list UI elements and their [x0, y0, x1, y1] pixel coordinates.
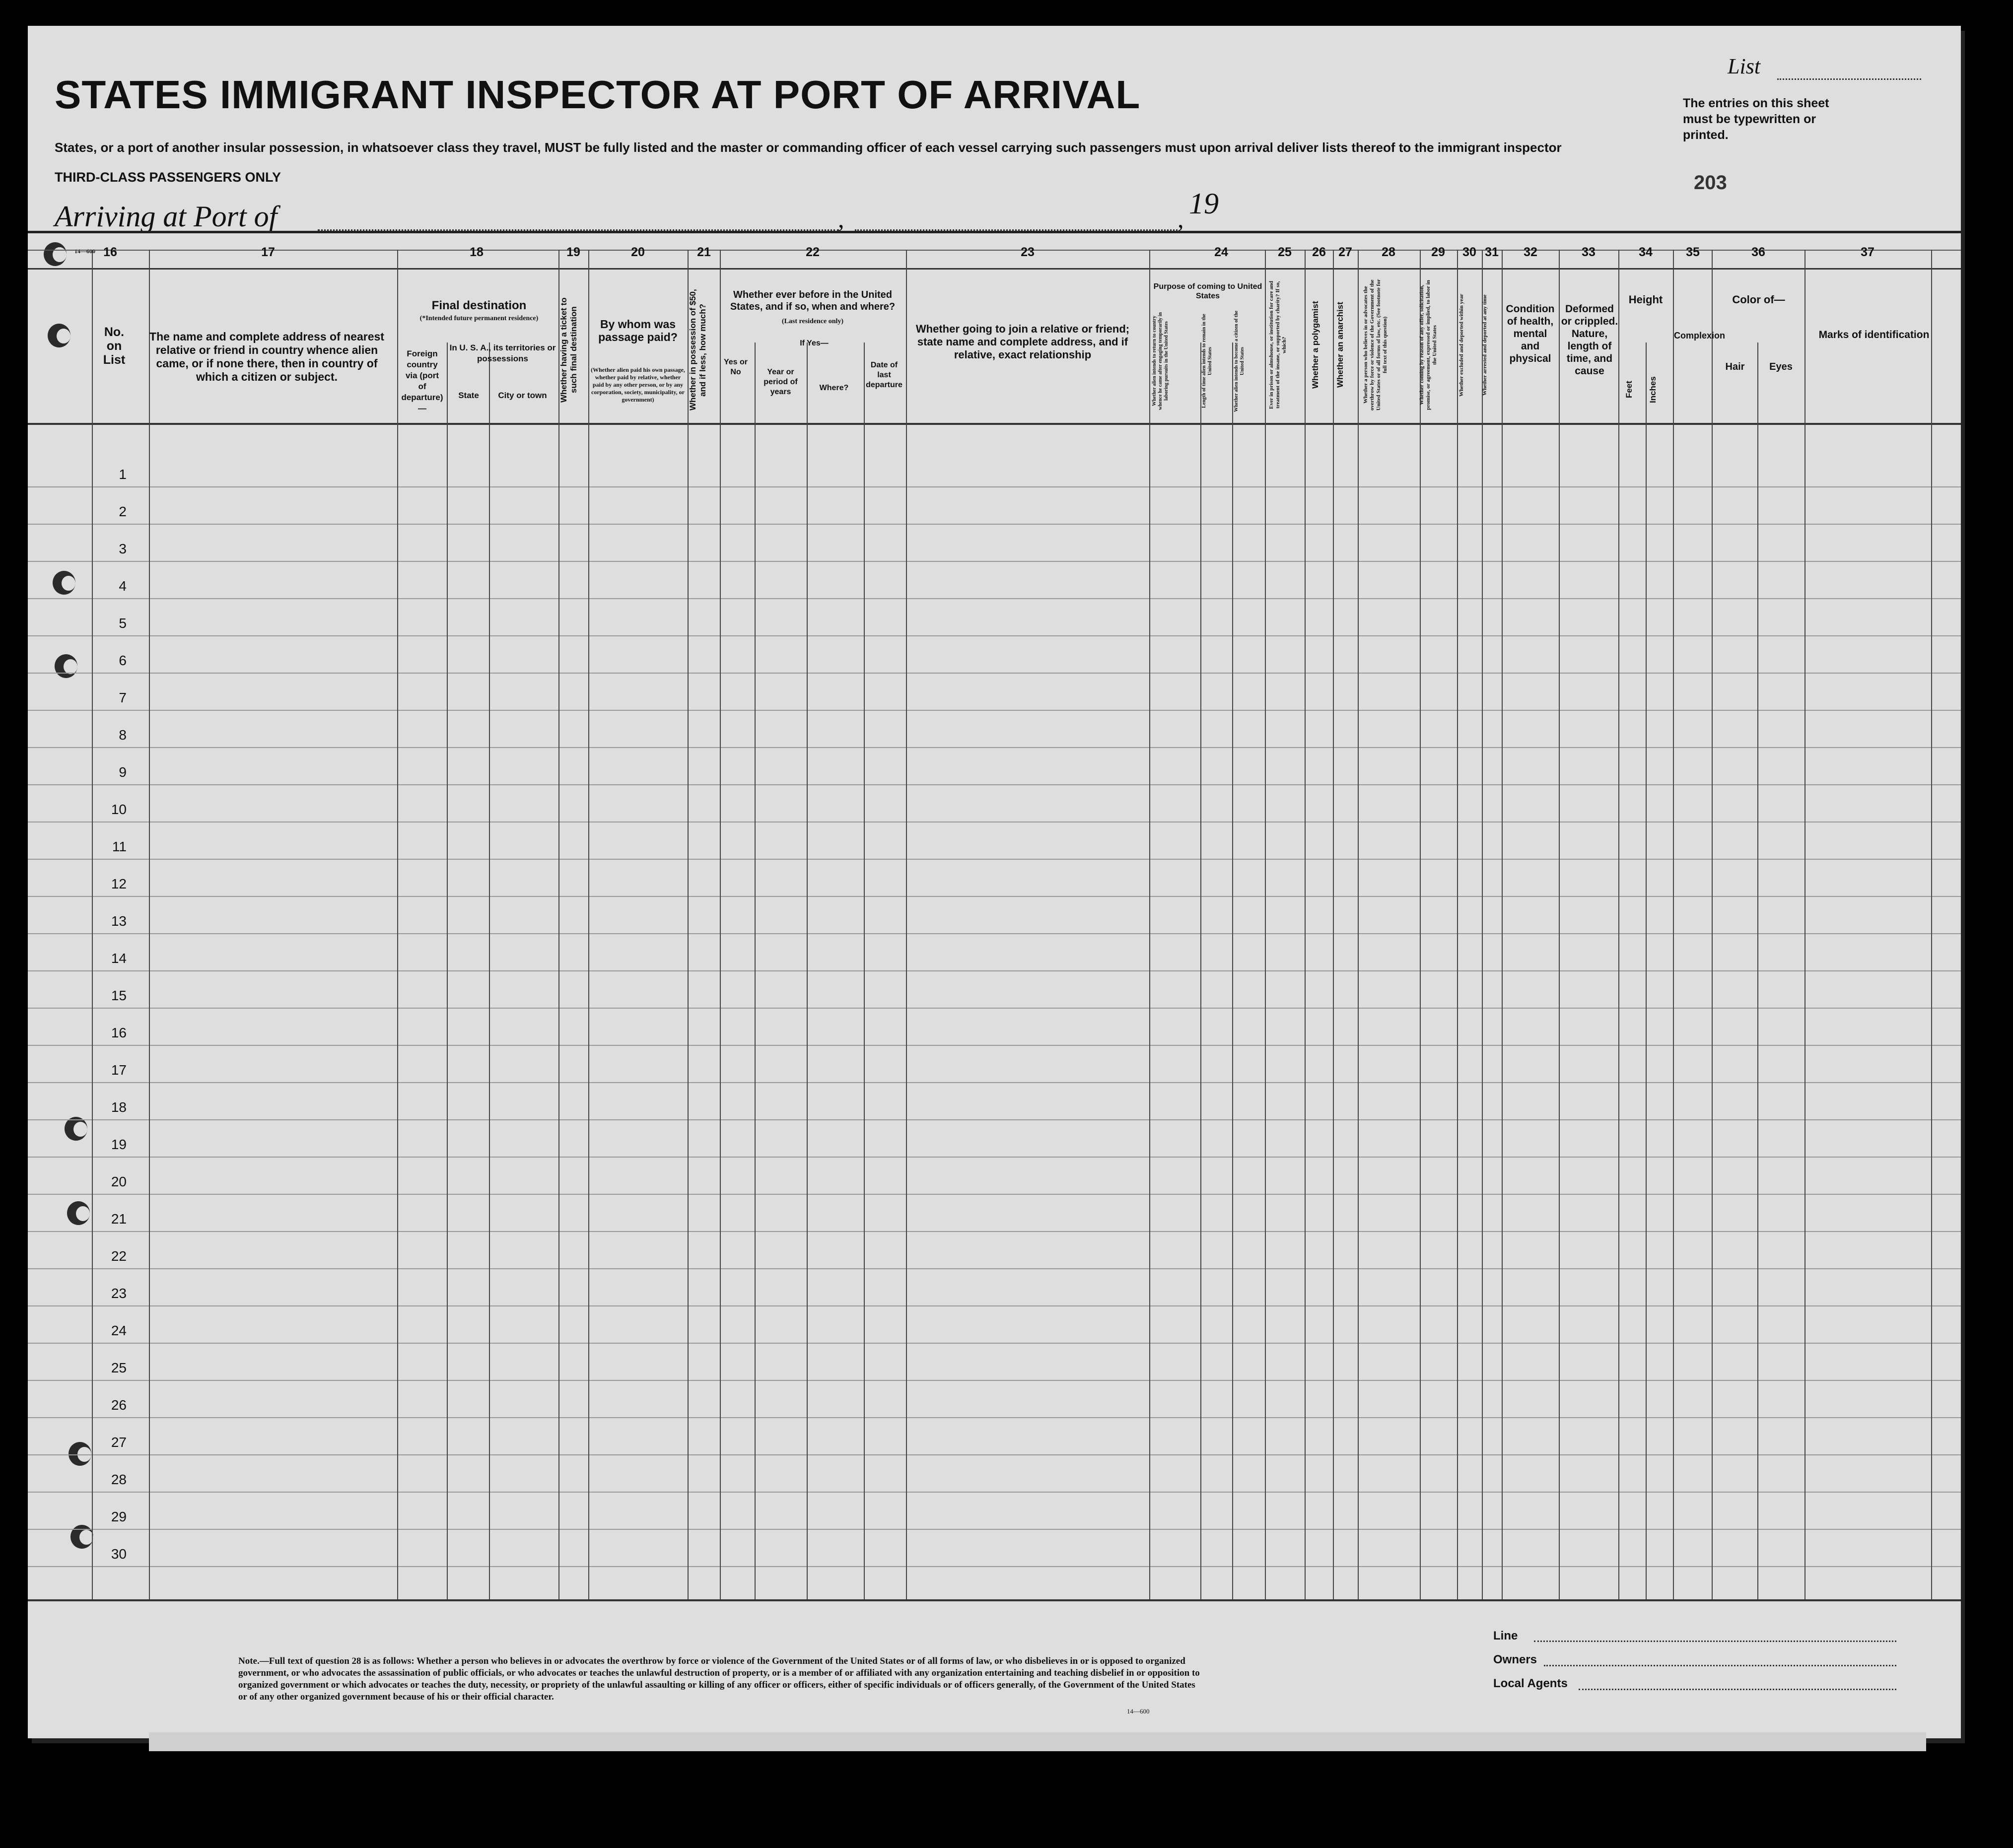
row-rule [28, 896, 1961, 897]
table-bottom-rule [28, 1599, 1961, 1601]
col28-header: Whether a person who believes in or advocates the overthrow by force or violence of the Government of the United States or of all forms of law, etc. (See footnote for full text of this question) [1363, 279, 1388, 411]
column-rule [1673, 250, 1674, 1599]
row-number: 12 [111, 876, 127, 891]
list-label: List [1728, 54, 1761, 78]
instructions: The entries on this sheet must be typewritten or printed. [1683, 96, 1829, 142]
column-rule [1420, 250, 1421, 1599]
row-number: 28 [111, 1472, 127, 1487]
column-rule [755, 342, 756, 1599]
column-number: 28 [1382, 245, 1395, 259]
row-rule [28, 933, 1961, 934]
comma: , [838, 205, 844, 233]
row-number: 10 [111, 802, 127, 817]
row-number: 5 [119, 616, 127, 631]
column-rule [1358, 250, 1359, 1599]
column-rule [149, 250, 150, 1599]
sheet-edge [149, 1732, 1926, 1751]
column-number: 19 [566, 245, 580, 259]
column-rule [92, 250, 93, 1599]
column-rule [1559, 250, 1560, 1599]
column-rule [1149, 250, 1150, 1599]
line-field[interactable] [1534, 1641, 1896, 1642]
col22-year: Year or period of years [764, 368, 798, 396]
col33-header: Deformed or crippled. Nature, length of time, and cause [1561, 303, 1618, 377]
form-tag: 14—600 [74, 248, 95, 255]
col22-ifyes: If Yes— [800, 339, 829, 347]
col34-inches: Inches [1648, 376, 1658, 403]
col18-state: State [458, 391, 479, 400]
column-rule [397, 250, 398, 1599]
col18-header: Final destination [431, 299, 527, 312]
col31-header: Whether arrested and deported at any time [1482, 294, 1488, 396]
row-rule [28, 859, 1961, 860]
column-number: 37 [1861, 245, 1874, 259]
column-number: 21 [697, 245, 711, 259]
column-number: 30 [1462, 245, 1476, 259]
row-rule [28, 598, 1961, 599]
col19-header: Whether having a ticket to such final destination [559, 297, 578, 403]
col27-header: Whether an anarchist [1335, 302, 1345, 388]
col24-header: Purpose of coming to United States [1153, 282, 1262, 300]
column-rule [1482, 250, 1483, 1599]
owners-label: Owners [1493, 1653, 1537, 1666]
punch-hole [48, 324, 70, 347]
column-rule [807, 342, 808, 1599]
col34-feet: Feet [1624, 381, 1634, 399]
column-rule [558, 250, 559, 1599]
row-rule [28, 1082, 1961, 1083]
row-number: 15 [111, 988, 127, 1003]
comma-2: , [1178, 205, 1184, 233]
column-number: 24 [1214, 245, 1228, 259]
column-number: 34 [1639, 245, 1653, 259]
col23-header: Whether going to join a relative or friend; state name and complete address, and if relative, exact relationship [915, 323, 1130, 361]
list-number-field[interactable] [1777, 78, 1921, 80]
punch-hole [44, 242, 67, 266]
table-top-rule [28, 231, 1961, 233]
col24-citizen: Whether alien intends to become a citizen of the United States [1234, 310, 1245, 412]
row-rule [28, 1566, 1961, 1567]
row-rule [28, 1045, 1961, 1046]
form-number: 14—600 [1127, 1708, 1150, 1715]
row-number: 24 [111, 1323, 127, 1338]
row-rule [28, 1529, 1961, 1530]
row-number: 19 [111, 1137, 127, 1152]
row-number: 2 [119, 504, 127, 519]
row-number: 7 [119, 690, 127, 705]
column-rule [1646, 342, 1647, 1599]
local-agents-label: Local Agents [1493, 1677, 1568, 1690]
col22-header: Whether ever before in the United States, and if so, when and where? [730, 289, 896, 312]
manifest-sheet [28, 26, 1961, 1738]
col17-header: The name and complete address of nearest relative or friend in country whence alien came, or if none there, then in country of which a citizen or subject. [149, 330, 384, 383]
column-rule [1457, 250, 1458, 1599]
col34-header: Height [1628, 293, 1663, 306]
owners-field[interactable] [1544, 1665, 1896, 1666]
row-number: 8 [119, 727, 127, 743]
col22-note: (Last residence only) [781, 318, 844, 325]
row-number: 27 [111, 1435, 127, 1450]
col22-date: Date of last departure [866, 361, 902, 389]
row-number: 17 [111, 1062, 127, 1078]
number-row-rule [28, 268, 1961, 270]
col18-foreign: Foreign country via (port of departure)— [401, 349, 443, 413]
row-rule [28, 1492, 1961, 1493]
column-rule [1232, 342, 1233, 1599]
local-agents-field[interactable] [1579, 1689, 1896, 1690]
row-rule [28, 1417, 1961, 1418]
column-rule [1931, 250, 1932, 1599]
col20-header: By whom was passage paid? [598, 318, 678, 343]
page-title: STATES IMMIGRANT INSPECTOR AT PORT OF ARRIVAL [55, 72, 1141, 117]
column-rule [588, 250, 589, 1599]
row-number: 23 [111, 1286, 127, 1301]
row-number: 25 [111, 1360, 127, 1375]
header-bottom-rule [28, 423, 1961, 425]
column-number: 29 [1431, 245, 1445, 259]
column-number: 25 [1278, 245, 1292, 259]
row-number: 16 [111, 1025, 127, 1040]
column-number: 26 [1312, 245, 1326, 259]
row-number: 3 [119, 541, 127, 556]
row-number: 21 [111, 1211, 127, 1227]
column-rule [1200, 342, 1201, 1599]
row-number: 11 [112, 839, 127, 854]
thin-rule [28, 250, 1961, 251]
column-rule [906, 250, 907, 1599]
row-rule [28, 1008, 1961, 1009]
column-rule [489, 342, 490, 1599]
col36-hair: Hair [1725, 361, 1745, 372]
subtitle: States, or a port of another insular possession, in whatsoever class they travel, MUST be fully listed and the master or commanding officer of each vessel carrying such passengers must upon arrival deliver lists thereof to the immigrant inspector [55, 140, 1562, 155]
row-number: 1 [119, 467, 127, 482]
row-rule [28, 561, 1961, 562]
row-rule [28, 486, 1961, 487]
column-rule [447, 342, 448, 1599]
col29-header: Whether coming by reason of any offer, solicitation, promise, or agreement, expressed or implied, to labor in the United States [1419, 280, 1438, 410]
row-rule [28, 1454, 1961, 1455]
col22-yesno: Yes or No [723, 358, 748, 376]
col37-header: Marks of identification [1818, 329, 1930, 341]
column-number: 20 [631, 245, 645, 259]
col18-city: City or town [498, 391, 547, 400]
column-number: 27 [1338, 245, 1352, 259]
punch-hole [65, 1117, 87, 1141]
passenger-class-label: THIRD-CLASS PASSENGERS ONLY [55, 170, 281, 185]
column-number: 17 [261, 245, 275, 259]
row-rule [28, 1305, 1961, 1306]
row-rule [28, 1231, 1961, 1232]
col22-where: Where? [819, 384, 849, 392]
row-rule [28, 1157, 1961, 1158]
row-rule [28, 1380, 1961, 1381]
row-rule [28, 1119, 1961, 1120]
col24-return: Whether alien intends to return to country whence he came after engaging temporarily in laboring pursuits in the United States [1152, 312, 1169, 410]
col35-header: Complexion [1674, 331, 1726, 341]
col36-header: Color of— [1732, 293, 1785, 306]
col18-usa: In U. S. A., its territories or possessions [449, 343, 556, 363]
row-rule [28, 1268, 1961, 1269]
col36-eyes: Eyes [1769, 361, 1793, 372]
row-number: 18 [111, 1099, 127, 1115]
col21-header: Whether in possession of $50, and if less, how much? [688, 289, 707, 411]
row-number: 13 [111, 913, 127, 929]
row-rule [28, 710, 1961, 711]
col16-header: No. on List [103, 325, 126, 367]
row-number: 30 [111, 1546, 127, 1562]
column-rule [1502, 250, 1503, 1599]
column-rule [1333, 250, 1334, 1599]
punch-hole [53, 571, 75, 595]
column-rule [1757, 342, 1758, 1599]
punch-hole [67, 1201, 90, 1225]
arriving-label: Arriving at Port of [55, 200, 278, 233]
col18-note: (*Intended future permanent residence) [419, 315, 539, 322]
column-rule [1305, 250, 1306, 1599]
column-rule [1265, 250, 1266, 1599]
line-label: Line [1493, 1629, 1518, 1643]
column-number: 22 [806, 245, 820, 259]
row-rule [28, 635, 1961, 636]
row-rule [28, 784, 1961, 785]
column-rule [1712, 250, 1713, 1599]
column-number: 33 [1582, 245, 1596, 259]
column-rule [1618, 250, 1619, 1599]
column-number: 31 [1485, 245, 1499, 259]
row-number: 20 [111, 1174, 127, 1189]
row-rule [28, 1343, 1961, 1344]
column-rule [864, 342, 865, 1599]
row-number: 6 [119, 653, 127, 668]
year-prefix: 19 [1189, 187, 1219, 220]
row-rule [28, 524, 1961, 525]
column-number: 36 [1751, 245, 1765, 259]
column-number: 23 [1021, 245, 1035, 259]
col25-header: Ever in prison or almshouse, or institution for care and treatment of the insane, or supported by charity? If so, which? [1268, 280, 1287, 410]
column-rule [720, 250, 721, 1599]
row-number: 4 [119, 578, 127, 594]
col30-header: Whether excluded and deported within year [1458, 293, 1464, 397]
row-number: 29 [111, 1509, 127, 1524]
row-rule [28, 747, 1961, 748]
row-number: 14 [111, 951, 127, 966]
column-rule [688, 250, 689, 1599]
row-rule [28, 970, 1961, 971]
footnote: Note.—Full text of question 28 is as follows: Whether a person who believes in or advocates the overthrow by force or violence of the Government of the United States or of all forms of law, or who disbelieves in or is opposed to organized government, or who advocates the assassination of public officials, or who advocates or teaches the unlawful destruction of property, or is a member of or affiliated with any organization entertaining and teaching disbelief in or opposition to organized government or which advocates or teaches the duty, necessity, or propriety of the unlawful assaulting or killing of any officer or officers, either of specific individuals or of officers generally, of the Government of the United States or of any other organized government because of his or their official character. [238, 1656, 1200, 1702]
column-number: 18 [470, 245, 484, 259]
row-rule [28, 1194, 1961, 1195]
row-number: 22 [111, 1248, 127, 1264]
column-number: 35 [1686, 245, 1700, 259]
row-rule [28, 673, 1961, 674]
column-number: 16 [103, 245, 117, 259]
row-number: 9 [119, 764, 127, 780]
col20-note: (Whether alien paid his own passage, whether paid by relative, whether paid by any other person, or by any corporation, society, municipality, or government) [591, 366, 685, 403]
punch-hole [55, 654, 77, 678]
punch-hole [69, 1442, 91, 1466]
col26-header: Whether a polygamist [1311, 301, 1320, 389]
page-stamp: 203 [1694, 172, 1727, 194]
column-number: 32 [1524, 245, 1537, 259]
row-number: 26 [111, 1397, 127, 1413]
col24-length: Length of time alien intends to remain in the United States [1201, 314, 1213, 409]
row-rule [28, 821, 1961, 822]
col32-header: Condition of health, mental and physical [1506, 303, 1555, 364]
